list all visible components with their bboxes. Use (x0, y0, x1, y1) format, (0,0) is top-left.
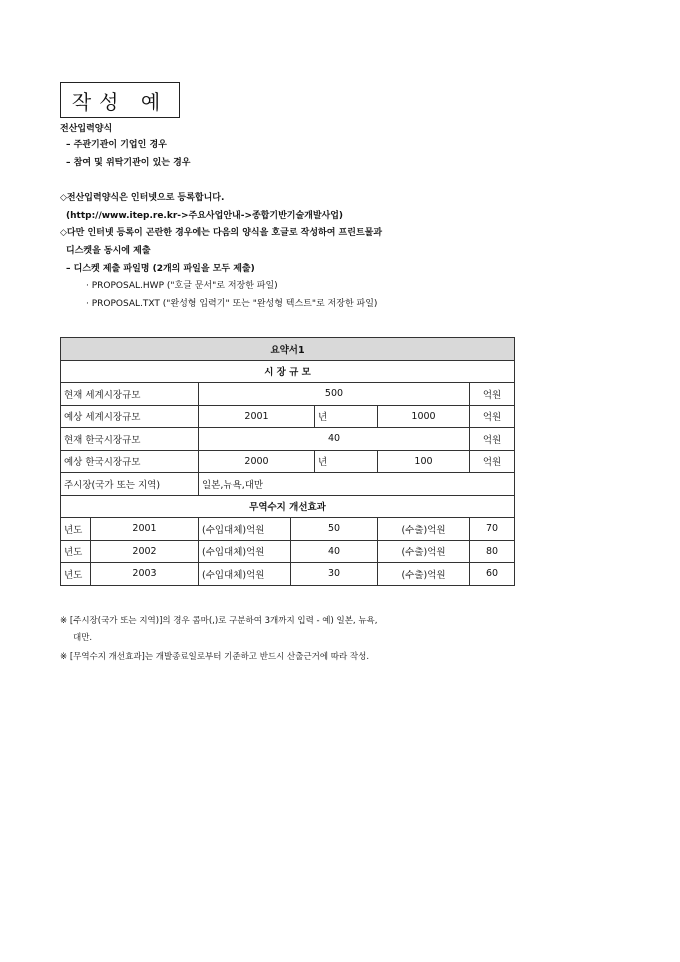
trade-balance-section: 무역수지 개선효과 (61, 495, 515, 518)
import-label: (수입대체)억원 (199, 563, 291, 586)
row-unit: 억원 (470, 405, 515, 428)
page-title: 작성 예 (60, 82, 180, 118)
row-unit: 억원 (470, 428, 515, 451)
summary-table (60, 337, 515, 586)
row-value: 1000 (378, 405, 470, 428)
import-label: (수입대체)억원 (199, 540, 291, 563)
intro-item-2: – 참여 및 위탁기관이 있는 경우 (66, 158, 191, 168)
export-value: 60 (470, 563, 515, 586)
table-row (61, 540, 515, 563)
row-value: 100 (378, 450, 470, 473)
note-1-continued: 대만. (73, 633, 93, 643)
table-row (61, 405, 515, 428)
instruction-line-2: (http://www.itep.re.kr->주요사업안내->종합기반기술개발사업) (66, 211, 344, 221)
row-year: 2000 (199, 450, 315, 473)
instruction-line-4: 디스켓을 동시에 제출 (66, 246, 151, 256)
export-label: (수출)억원 (378, 563, 470, 586)
row-label: 예상 한국시장규모 (61, 450, 199, 473)
trade-label: 년도 (61, 540, 91, 563)
instruction-line-3: ◇다만 인터넷 등록이 곤란한 경우에는 다음의 양식을 호글로 작성하여 프린트물과 (60, 228, 383, 238)
export-label: (수출)억원 (378, 518, 470, 541)
table-header: 요약서1 (61, 338, 515, 361)
table-row (61, 383, 515, 406)
row-label: 현재 한국시장규모 (61, 428, 199, 451)
import-value: 40 (291, 540, 378, 563)
import-value: 50 (291, 518, 378, 541)
row-label: 예상 세계시장규모 (61, 405, 199, 428)
export-label: (수출)억원 (378, 540, 470, 563)
row-year-unit: 년 (315, 450, 378, 473)
file-name-2: · PROPOSAL.TXT ("완성형 입력기" 또는 "완성형 텍스트"로 저장한 파일) (86, 299, 378, 309)
row-year-unit: 년 (315, 405, 378, 428)
export-value: 80 (470, 540, 515, 563)
intro-item-1: – 주관기관이 기업인 경우 (66, 140, 167, 150)
row-label: 주시장(국가 또는 지역) (61, 473, 199, 496)
row-label: 현재 세계시장규모 (61, 383, 199, 406)
market-size-section: 시 장 규 모 (61, 360, 515, 383)
row-unit: 억원 (470, 383, 515, 406)
row-value: 일본,뉴욕,대만 (199, 473, 515, 496)
table-row (61, 563, 515, 586)
row-value: 500 (199, 383, 470, 406)
note-2: ※ [무역수지 개선효과]는 개발종료일로부터 기준하고 반드시 산출근거에 따라 작성. (60, 652, 370, 662)
table-row (61, 473, 515, 496)
intro-heading: 전산입력양식 (60, 124, 113, 134)
row-value: 40 (199, 428, 470, 451)
trade-label: 년도 (61, 563, 91, 586)
import-label: (수입대체)억원 (199, 518, 291, 541)
table-row (61, 450, 515, 473)
instruction-line-5: – 디스켓 제출 파일명 (2개의 파일을 모두 제출) (66, 264, 255, 274)
trade-label: 년도 (61, 518, 91, 541)
note-1: ※ [주시장(국가 또는 지역)]의 경우 콤마(,)로 구분하여 3개까지 입력 - 예) 일본, 뉴욕, (60, 616, 378, 626)
table-row (61, 428, 515, 451)
trade-year: 2002 (91, 540, 199, 563)
row-year: 2001 (199, 405, 315, 428)
trade-year: 2001 (91, 518, 199, 541)
row-unit: 억원 (470, 450, 515, 473)
table-row (61, 518, 515, 541)
export-value: 70 (470, 518, 515, 541)
trade-year: 2003 (91, 563, 199, 586)
instruction-line-1: ◇전산입력양식은 인터넷으로 등록합니다. (60, 193, 225, 203)
file-name-1: · PROPOSAL.HWP ("호글 문서"로 저장한 파일) (86, 281, 278, 291)
import-value: 30 (291, 563, 378, 586)
